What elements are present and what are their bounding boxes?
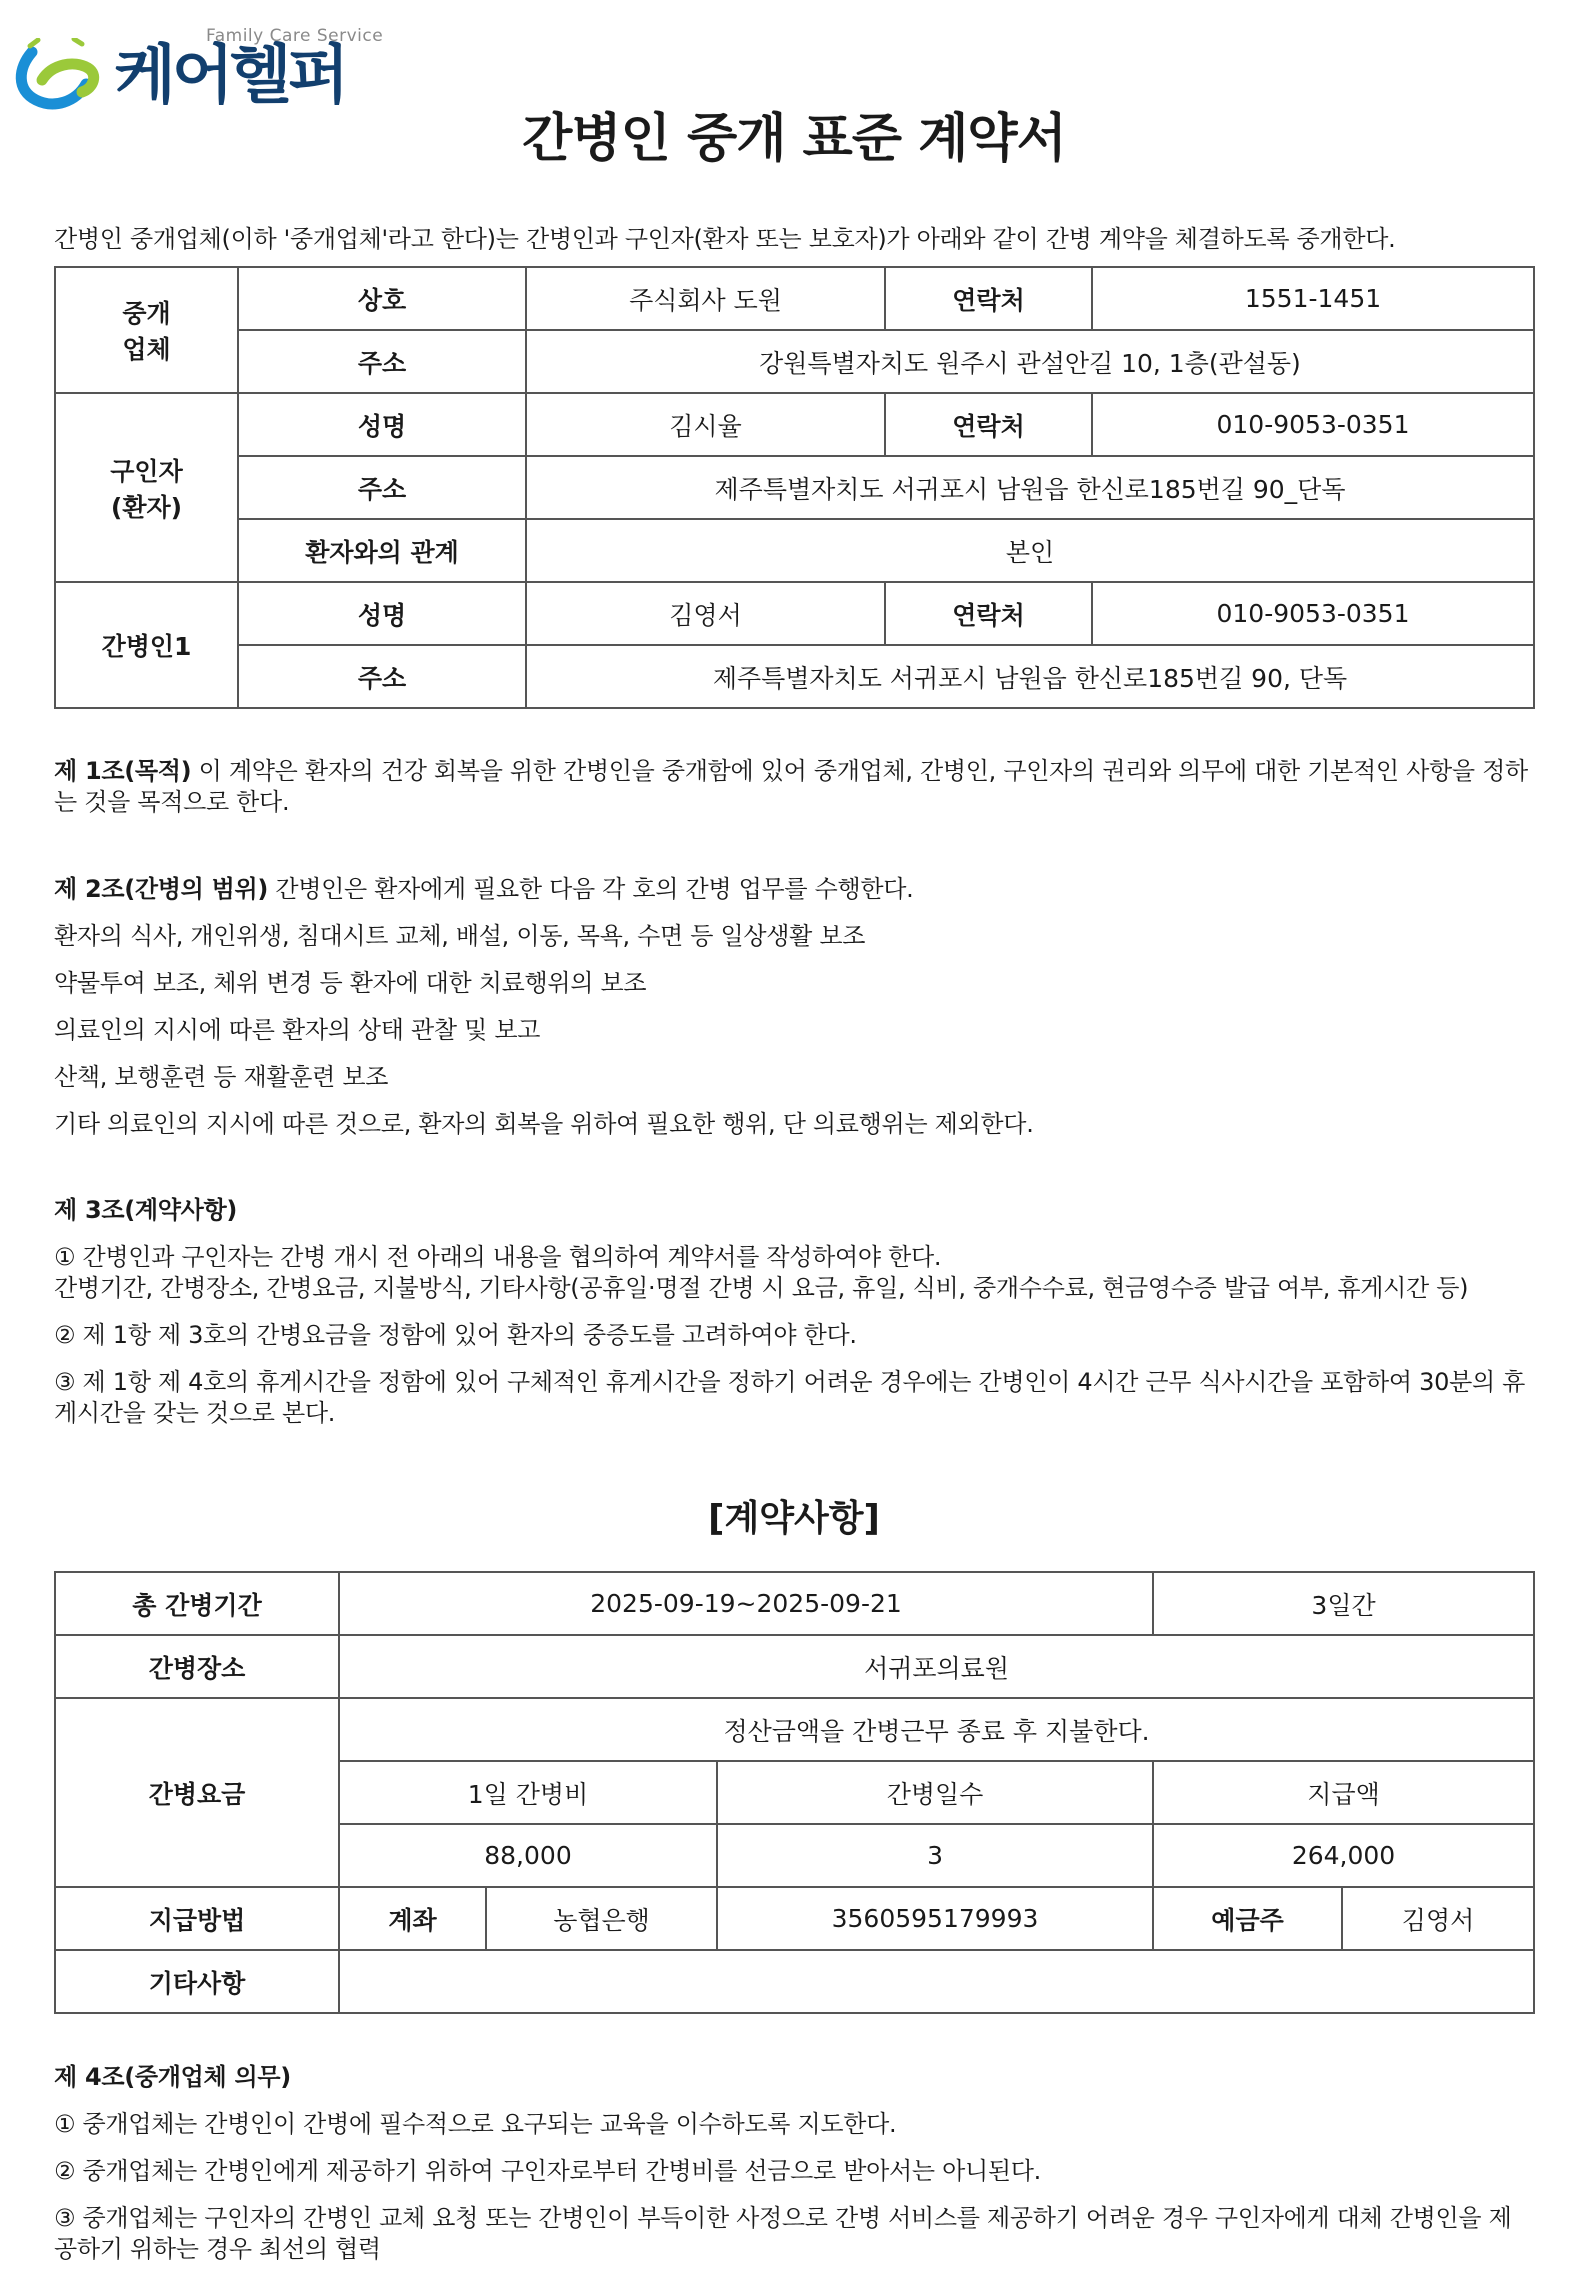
period-value: 2025-09-19~2025-09-21 [339, 1572, 1153, 1635]
payment-method-label: 지급방법 [55, 1887, 339, 1950]
article-3 [54, 1195, 1534, 1445]
period-days: 3일간 [1153, 1572, 1534, 1635]
client-contact: 010-9053-0351 [1092, 393, 1534, 456]
agency-name: 주식회사 도원 [526, 267, 885, 330]
etc-label: 기타사항 [55, 1950, 339, 2013]
amount-label: 지급액 [1153, 1761, 1534, 1824]
contract-title: [계약사항] [707, 1498, 880, 1539]
agency-contact-label: 연락처 [885, 267, 1092, 330]
list-item: 기타 의료인의 지시에 따른 것으로, 환자의 회복을 위하여 필요한 행위, 단 의료행위는 제외한다. [54, 1110, 1034, 1138]
agency-name-label: 상호 [238, 267, 526, 330]
list-item: 의료인의 지시에 따른 환자의 상태 관찰 및 보고 [54, 1016, 541, 1044]
list-item: 산책, 보행훈련 등 재활훈련 보조 [54, 1063, 389, 1091]
client-relation-label: 환자와의 관계 [238, 519, 526, 582]
article-2-text: 간병인은 환자에게 필요한 다음 각 호의 간병 업무를 수행한다. [268, 875, 914, 903]
document-title: 간병인 중개 표준 계약서 [522, 109, 1066, 169]
table-row [55, 267, 1534, 330]
list-item: 환자의 식사, 개인위생, 침대시트 교체, 배설, 이동, 목욕, 수면 등 일상생활 보조 [54, 922, 866, 950]
etc-value [339, 1950, 1534, 2013]
client-name-label: 성명 [238, 393, 526, 456]
table-row [55, 1950, 1534, 2013]
logo-text: 케어헬퍼 [114, 39, 346, 113]
client-address: 제주특별자치도 서귀포시 남원읍 한신로185번길 90_단독 [526, 456, 1534, 519]
agency-label: 중개 업체 [55, 267, 238, 393]
bank-name: 농협은행 [486, 1887, 717, 1950]
article-1-heading: 제 1조(목적) [54, 757, 192, 785]
holder-name: 김영서 [1342, 1887, 1534, 1950]
article-3-heading: 제 3조(계약사항) [54, 1196, 238, 1224]
caregiver-name: 김영서 [526, 582, 885, 645]
fee-note: 정산금액을 간병근무 종료 후 지불한다. [339, 1698, 1534, 1761]
place-value: 서귀포의료원 [339, 1635, 1534, 1698]
article-2 [54, 874, 1534, 1156]
caregiver-address: 제주특별자치도 서귀포시 남원읍 한신로185번길 90, 단독 [526, 645, 1534, 708]
period-label: 총 간병기간 [55, 1572, 339, 1635]
table-row [55, 1635, 1534, 1698]
caregiver-contact-label: 연락처 [885, 582, 1092, 645]
table-row [55, 456, 1534, 519]
table-row [55, 645, 1534, 708]
table-row [55, 519, 1534, 582]
table-row [55, 330, 1534, 393]
article-1-text: 이 계약은 환자의 건강 회복을 위한 간병인을 중개함에 있어 중개업체, 간병인, 구인자의 권리와 의무에 대한 기본적인 사항을 정하는 것을 목적으로 한다. [54, 757, 1528, 816]
caregiver-address-label: 주소 [238, 645, 526, 708]
parties-table [54, 266, 1535, 709]
article-2-heading: 제 2조(간병의 범위) [54, 875, 269, 903]
agency-contact: 1551-1451 [1092, 267, 1534, 330]
article-3-p2: ② 제 1항 제 3호의 간병요금을 정함에 있어 환자의 중증도를 고려하여야 한다. [54, 1321, 857, 1349]
article-3-p3: ③ 제 1항 제 4호의 휴게시간을 정함에 있어 구체적인 휴게시간을 정하기 어려운 경우에는 간병인이 4시간 근무 식사시간을 포함하여 30분의 휴게시간을 갖는 것으로 본다. [54, 1368, 1526, 1427]
article-3-p1b: 간병기간, 간병장소, 간병요금, 지불방식, 기타사항(공휴일·명절 간병 시 요금, 휴일, 식비, 중개수수료, 현금영수증 발급 여부, 휴게시간 등) [54, 1274, 1469, 1302]
article-4-p3: ③ 중개업체는 구인자의 간병인 교체 요청 또는 간병인이 부득이한 사정으로 간병 서비스를 제공하기 어려운 경우 구인자에게 대체 간병인을 제공하기 위하는 경우 최선의 협력 [54, 2204, 1512, 2263]
article-4-p1: ① 중개업체는 간병인이 간병에 필수적으로 요구되는 교육을 이수하도록 지도한다. [54, 2110, 897, 2138]
table-row [55, 1887, 1534, 1950]
client-label: 구인자 (환자) [55, 393, 238, 582]
contract-table [54, 1571, 1535, 2014]
account-number: 3560595179993 [717, 1887, 1153, 1950]
list-item: 약물투여 보조, 체위 변경 등 환자에 대한 치료행위의 보조 [54, 969, 647, 997]
fee-label: 간병요금 [55, 1698, 339, 1887]
article-4-heading: 제 4조(중개업체 의무) [54, 2063, 291, 2091]
article-4-p2: ② 중개업체는 간병인에게 제공하기 위하여 구인자로부터 간병비를 선금으로 받아서는 아니된다. [54, 2157, 1041, 2185]
amount-value: 264,000 [1153, 1824, 1534, 1887]
table-row [55, 1572, 1534, 1635]
intro-text: 간병인 중개업체(이하 '중개업체'라고 한다)는 간병인과 구인자(환자 또는 보호자)가 아래와 같이 간병 계약을 체결하도록 중개한다. [54, 225, 1396, 253]
table-row [55, 582, 1534, 645]
logo-tagline: Family Care Service [206, 26, 384, 46]
caregiver-contact: 010-9053-0351 [1092, 582, 1534, 645]
daily-fee-label: 1일 간병비 [339, 1761, 717, 1824]
client-address-label: 주소 [238, 456, 526, 519]
account-label: 계좌 [339, 1887, 486, 1950]
client-relation: 본인 [526, 519, 1534, 582]
caregiver-name-label: 성명 [238, 582, 526, 645]
agency-address-label: 주소 [238, 330, 526, 393]
article-3-p1: ① 간병인과 구인자는 간병 개시 전 아래의 내용을 협의하여 계약서를 작성하여야 한다. [54, 1243, 942, 1271]
article-1 [54, 756, 1534, 834]
caregiver-label: 간병인1 [55, 582, 238, 708]
days-label: 간병일수 [717, 1761, 1153, 1824]
article-4 [54, 2062, 1534, 2281]
daily-fee-value: 88,000 [339, 1824, 717, 1887]
client-name: 김시율 [526, 393, 885, 456]
table-row [55, 393, 1534, 456]
days-value: 3 [717, 1824, 1153, 1887]
client-contact-label: 연락처 [885, 393, 1092, 456]
holder-label: 예금주 [1153, 1887, 1342, 1950]
place-label: 간병장소 [55, 1635, 339, 1698]
table-row [55, 1698, 1534, 1761]
agency-address: 강원특별자치도 원주시 관설안길 10, 1층(관설동) [526, 330, 1534, 393]
